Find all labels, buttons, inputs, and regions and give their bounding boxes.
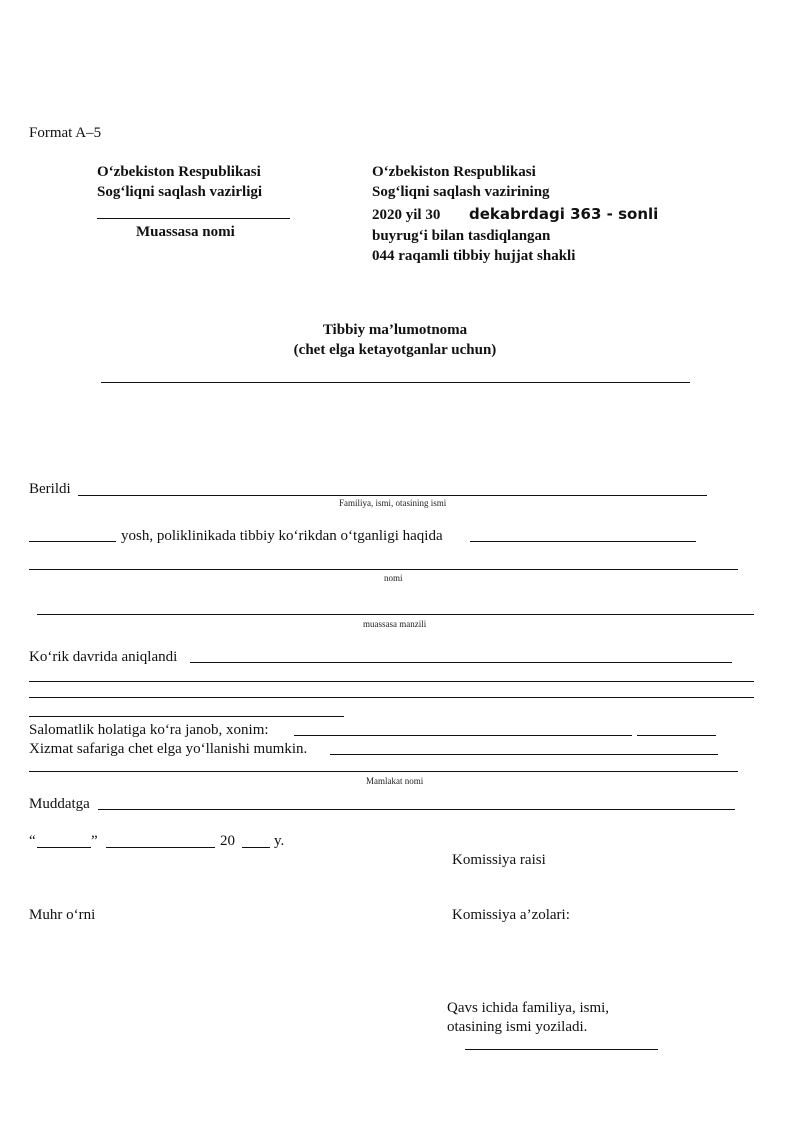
findings-line-2[interactable]: [29, 681, 754, 682]
date-year-prefix: 20: [220, 833, 235, 849]
findings-label: Ko‘rik davrida aniqlandi: [29, 649, 178, 665]
address-caption: muassasa manzili: [363, 619, 427, 629]
health-status-field[interactable]: [637, 735, 716, 736]
berildi-label: Berildi: [29, 481, 71, 497]
country-caption: Mamlakat nomi: [366, 776, 424, 786]
age-field[interactable]: [29, 541, 116, 542]
document-subtitle: (chet elga ketayotganlar uchun): [293, 342, 497, 358]
travel-field[interactable]: [330, 754, 718, 755]
right-header-date: dekabrdagi 363 - sonli: [469, 205, 659, 223]
about-field[interactable]: [470, 541, 696, 542]
duration-label: Muddatga: [29, 796, 90, 812]
fio-caption: Familiya, ismi, otasining ismi: [339, 498, 447, 508]
right-header-line2: Sog‘liqni saqlash vazirining: [372, 184, 550, 200]
members-label: Komissiya a’zolari:: [452, 907, 570, 923]
findings-field[interactable]: [190, 662, 732, 663]
document-title: Tibbiy ma’lumotnoma: [322, 322, 468, 338]
country-field[interactable]: [29, 771, 738, 772]
right-header-line5: 044 raqamli tibbiy hujjat shakli: [372, 248, 576, 264]
title-underline: [101, 382, 690, 383]
signature-line[interactable]: [465, 1049, 658, 1050]
note-line1: Qavs ichida familiya, ismi,: [447, 1000, 610, 1016]
left-header-line2: Sog‘liqni saqlash vazirligi: [97, 184, 263, 200]
date-year-field[interactable]: [242, 847, 270, 848]
right-header-year: 2020 yil 30: [372, 207, 441, 223]
findings-line-4[interactable]: [29, 716, 344, 717]
chair-label: Komissiya raisi: [452, 852, 546, 868]
age-text: yosh, poliklinikada tibbiy ko‘rikdan o‘tganligi haqida: [121, 528, 443, 544]
patient-name-field[interactable]: [294, 735, 632, 736]
fio-field[interactable]: [78, 495, 707, 496]
stamp-label: Muhr o‘rni: [29, 907, 96, 923]
travel-label: Xizmat safariga chet elga yo‘llanishi mumkin.: [29, 741, 308, 757]
clinic-name-field[interactable]: [29, 569, 738, 570]
findings-line-3[interactable]: [29, 697, 754, 698]
address-field[interactable]: [37, 614, 754, 615]
left-header-line1: O‘zbekiston Respublikasi: [97, 164, 261, 180]
duration-field[interactable]: [98, 809, 735, 810]
institution-caption: Muassasa nomi: [136, 224, 235, 240]
note-line2: otasining ismi yoziladi.: [447, 1019, 588, 1035]
format-label: Format A–5: [29, 125, 102, 141]
right-header-line1: O‘zbekiston Respublikasi: [372, 164, 536, 180]
date-month-field[interactable]: [106, 847, 215, 848]
date-year-suffix: y.: [274, 833, 285, 849]
institution-name-line[interactable]: [97, 218, 290, 219]
health-label: Salomatlik holatiga ko‘ra janob, xonim:: [29, 722, 269, 738]
right-header-line4: buyrug‘i bilan tasdiqlangan: [372, 228, 551, 244]
date-close-quote: ”: [91, 833, 98, 849]
date-day-field[interactable]: [37, 847, 91, 848]
name-caption: nomi: [384, 573, 403, 583]
date-open-quote: “: [29, 833, 36, 849]
